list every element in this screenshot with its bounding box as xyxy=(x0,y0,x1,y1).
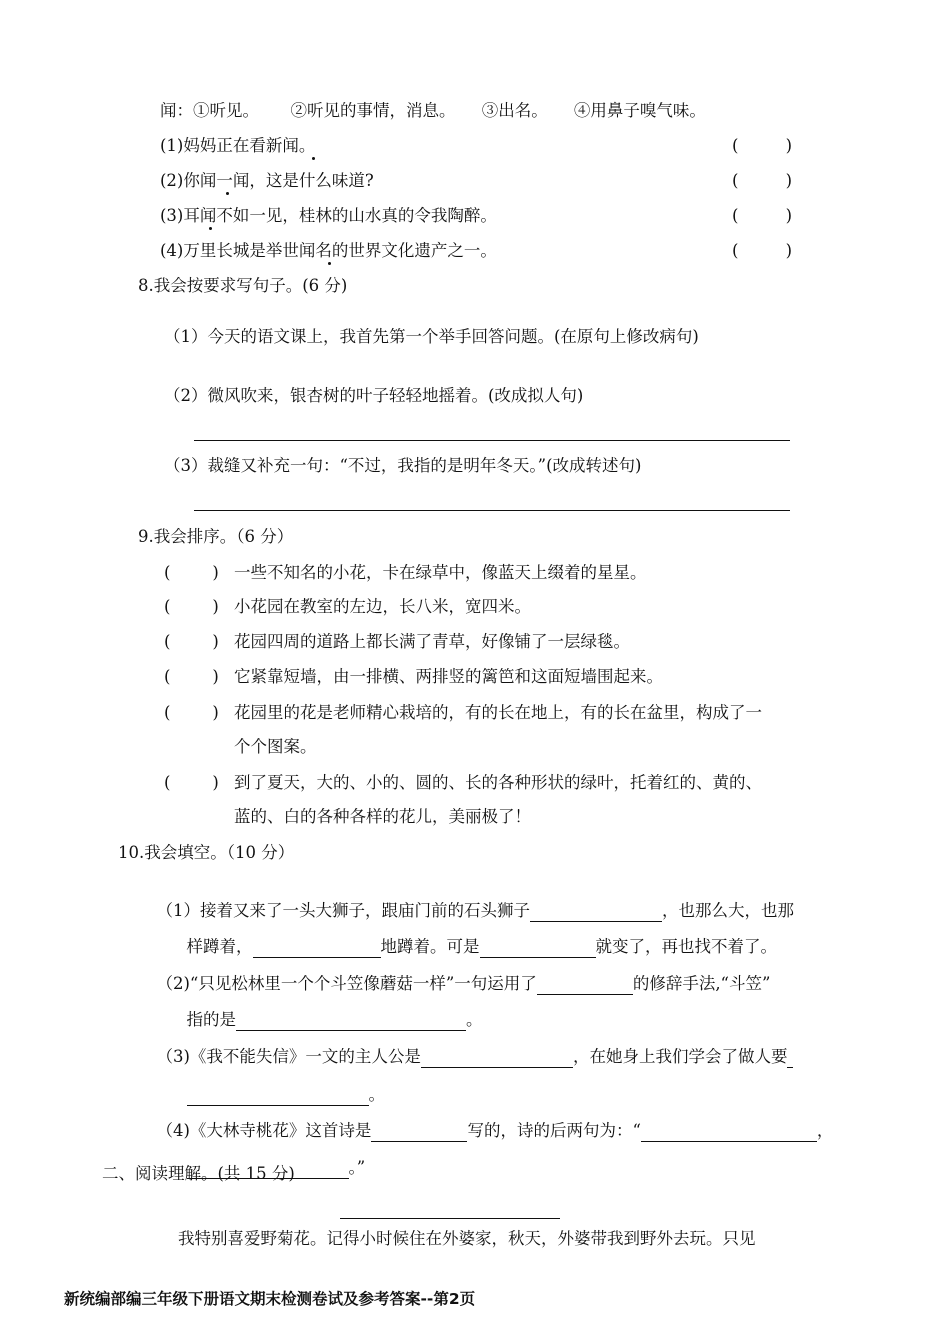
q10-item-1-line-1: （1）接着又来了一头大狮子，跟庙门前的石头狮子 ，也那么大，也那 xyxy=(156,901,794,920)
fill-blank[interactable] xyxy=(537,976,633,995)
q9-order-box-2[interactable]: ( ) xyxy=(164,597,219,616)
q9-item-6: 到了夏天，大的、小的、圆的、长的各种形状的绿叶，托着红的、黄的、 xyxy=(234,773,762,792)
q10-item-3-line-2: 。 xyxy=(176,1062,385,1106)
q9-order-box-6[interactable]: ( ) xyxy=(164,773,219,792)
q7-item-3-answer[interactable]: ( ) xyxy=(732,206,793,225)
q8-item-2: （2）微风吹来，银杏树的叶子轻轻地摇着。(改成拟人句) xyxy=(164,386,584,405)
q8-item-1: （1）今天的语文课上，我首先第一个举手回答问题。(在原句上修改病句) xyxy=(164,327,699,346)
q9-order-box-3[interactable]: ( ) xyxy=(164,632,219,651)
q9-order-box-1[interactable]: ( ) xyxy=(164,563,219,582)
q7-item-1-answer[interactable]: ( ) xyxy=(732,136,793,155)
emphasis-dot xyxy=(312,157,315,160)
q9-order-box-5[interactable]: ( ) xyxy=(164,703,219,722)
q7-item-3: (3)耳闻不如一见，桂林的山水真的令我陶醉。 xyxy=(160,206,497,225)
q7-item-4: (4)万里长城是举世闻名的世界文化遗产之一。 xyxy=(160,241,497,260)
page-footer: 新统编部编三年级下册语文期末检测卷试及参考答案--第2页 xyxy=(64,1290,476,1308)
q10-title: 10.我会填空。（10 分） xyxy=(118,843,295,862)
q10-item-4-line-1: （4)《大林寺桃花》这首诗是 写的，诗的后两句为：“ ， xyxy=(156,1121,834,1140)
q10-item-3-line-1: （3)《我不能失信》一文的主人公是 ，在她身上我们学会了做人要 xyxy=(146,1024,793,1068)
q9-item-2: 小花园在教室的左边，长八米，宽四米。 xyxy=(234,597,531,616)
q10-item-2-line-2: 指的是 。 xyxy=(186,1010,483,1029)
q10-item-1-line-2: 样蹲着， 地蹲着。可是 就变了，再也找不着了。 xyxy=(186,937,777,956)
fill-blank[interactable] xyxy=(787,1049,793,1068)
section-2-title: 二、阅读理解。(共 15 分) xyxy=(102,1164,295,1183)
q9-title: 9.我会排序。（6 分） xyxy=(138,527,294,546)
emphasis-dot xyxy=(328,262,331,265)
definition-line: 闻：①听见。 ②听见的事情，消息。 ③出名。 ④用鼻子嗅气味。 xyxy=(160,101,706,120)
q7-item-1: (1)妈妈正在看新闻。 xyxy=(160,136,316,155)
q9-item-1: 一些不知名的小花，卡在绿草中，像蓝天上缀着的星星。 xyxy=(234,563,647,582)
q10-item-2-line-1: （2)“只见松林里一个个斗笠像蘑菇一样”一句运用了 的修辞手法,“斗笠” xyxy=(156,974,771,993)
q7-item-2-answer[interactable]: ( ) xyxy=(732,171,793,190)
q8-item-3: （3）裁缝又补充一句：“不过，我指的是明年冬天。”(改成转述句) xyxy=(164,456,642,475)
fill-blank[interactable] xyxy=(421,1049,573,1068)
q8-item-2-answer-line[interactable] xyxy=(194,440,790,441)
fill-blank[interactable] xyxy=(641,1123,817,1142)
q9-item-4: 它紧靠短墙，由一排横、两排竖的篱笆和这面短墙围起来。 xyxy=(234,667,663,686)
passage-start: 我特别喜爱野菊花。记得小时候住在外婆家，秋天，外婆带我到野外去玩。只见 xyxy=(178,1229,756,1248)
q8-title: 8.我会按要求写句子。(6 分) xyxy=(138,276,348,295)
q7-item-4-answer[interactable]: ( ) xyxy=(732,241,793,260)
fill-blank[interactable] xyxy=(371,1123,467,1142)
q9-order-box-4[interactable]: ( ) xyxy=(164,667,219,686)
q9-item-3: 花园四周的道路上都长满了青草，好像铺了一层绿毯。 xyxy=(234,632,630,651)
q9-item-6-cont: 蓝的、白的各种各样的花儿，美丽极了！ xyxy=(234,807,531,826)
q9-item-5-cont: 个个图案。 xyxy=(234,737,317,756)
q9-item-5: 花园里的花是老师精心栽培的，有的长在地上，有的长在盆里，构成了一 xyxy=(234,703,762,722)
q8-item-3-answer-line[interactable] xyxy=(194,510,790,511)
emphasis-dot xyxy=(226,192,229,195)
q10-item-4-line-2: 。” xyxy=(176,1135,365,1179)
passage-title-blank[interactable] xyxy=(340,1218,560,1219)
q7-item-2: (2)你闻一闻，这是什么味道? xyxy=(160,171,374,190)
emphasis-dot xyxy=(209,227,212,230)
